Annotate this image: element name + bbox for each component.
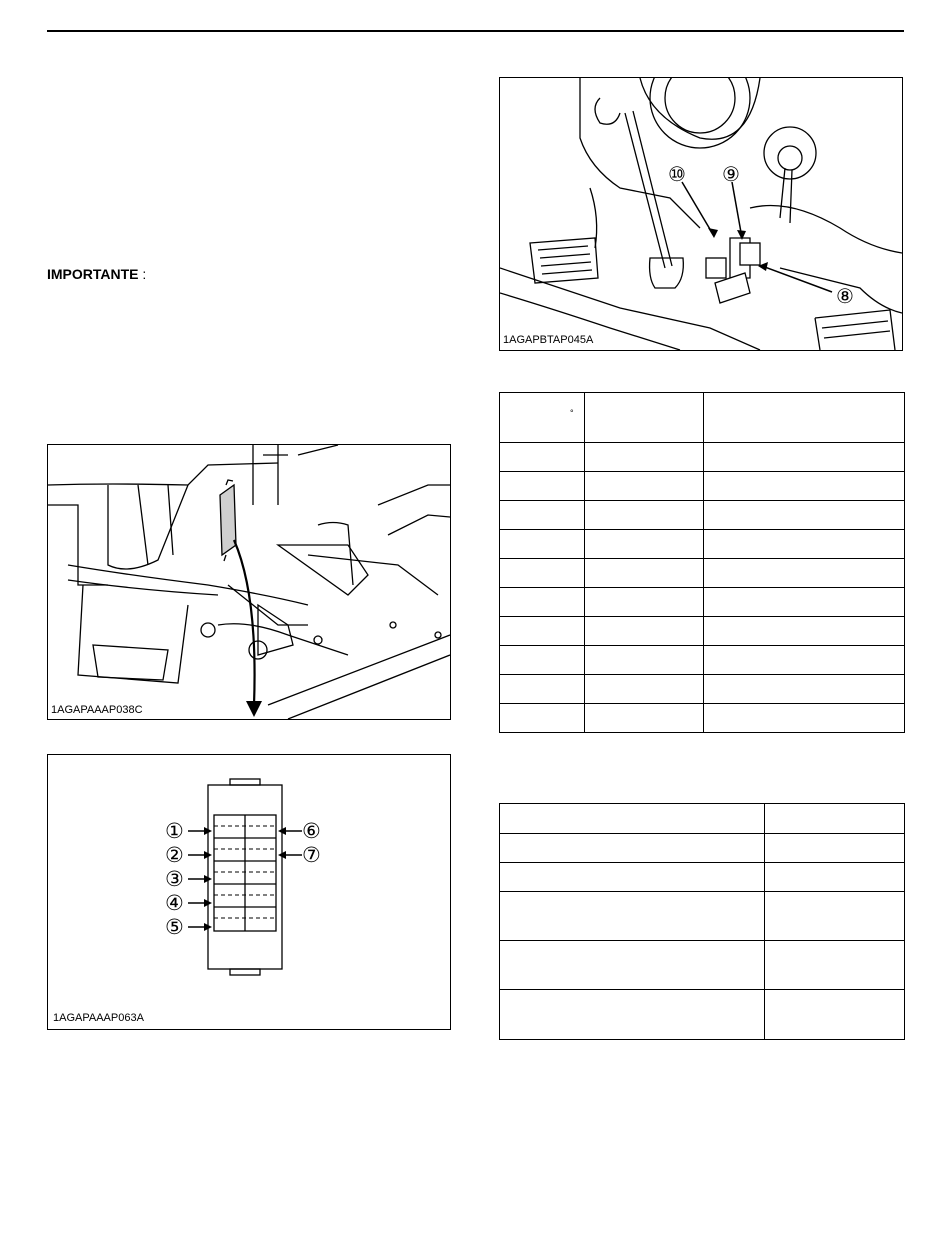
table-row bbox=[500, 704, 905, 733]
table-cell bbox=[500, 559, 585, 588]
header-cell bbox=[765, 804, 905, 834]
table-row bbox=[500, 990, 905, 1040]
table-cell bbox=[585, 472, 704, 501]
header-cell bbox=[500, 393, 585, 443]
table-cell bbox=[585, 559, 704, 588]
table-row bbox=[500, 675, 905, 704]
table-cell bbox=[765, 863, 905, 892]
table-row bbox=[500, 646, 905, 675]
table-cell bbox=[704, 588, 905, 617]
table-cell bbox=[500, 472, 585, 501]
table-row bbox=[500, 617, 905, 646]
table-row bbox=[500, 501, 905, 530]
table-row bbox=[500, 472, 905, 501]
table-cell bbox=[585, 646, 704, 675]
callout-4: ④ bbox=[165, 892, 184, 915]
table-row bbox=[500, 559, 905, 588]
table-cell bbox=[585, 501, 704, 530]
table-cell bbox=[585, 588, 704, 617]
table-row bbox=[500, 892, 905, 941]
callout-10: ⑩ bbox=[668, 164, 686, 186]
table-cell bbox=[585, 443, 704, 472]
figure-code-038C: 1AGAPAAAP038C bbox=[51, 704, 143, 716]
callout-9: ⑨ bbox=[722, 164, 740, 186]
table-cell bbox=[704, 559, 905, 588]
table-row bbox=[500, 443, 905, 472]
important-label: IMPORTANTE bbox=[47, 266, 139, 282]
table-header-row bbox=[500, 804, 905, 834]
slow-blow-table bbox=[499, 803, 905, 1040]
callout-7: ⑦ bbox=[302, 844, 321, 867]
table-row bbox=[500, 941, 905, 990]
table-cell bbox=[585, 617, 704, 646]
header-cell bbox=[704, 393, 905, 443]
table-cell bbox=[500, 675, 585, 704]
table-cell bbox=[765, 834, 905, 863]
figure-connectors bbox=[499, 77, 903, 351]
callout-5: ⑤ bbox=[165, 916, 184, 939]
fuse-table bbox=[499, 392, 905, 733]
table-cell bbox=[500, 863, 765, 892]
table-cell bbox=[500, 617, 585, 646]
table-row bbox=[500, 588, 905, 617]
callout-2: ② bbox=[165, 844, 184, 867]
important-separator: : bbox=[142, 266, 147, 282]
top-rule bbox=[47, 30, 904, 32]
table-cell bbox=[500, 530, 585, 559]
table-cell bbox=[765, 892, 905, 941]
table-cell bbox=[500, 443, 585, 472]
callout-1: ① bbox=[165, 820, 184, 843]
relay-location-illustration bbox=[48, 445, 450, 719]
table-cell bbox=[704, 472, 905, 501]
degree-symbol: ° bbox=[570, 407, 574, 418]
callout-6: ⑥ bbox=[302, 820, 321, 843]
table-cell bbox=[765, 990, 905, 1040]
table-cell bbox=[704, 617, 905, 646]
table-cell bbox=[765, 941, 905, 990]
connector-illustration bbox=[500, 78, 902, 350]
table-cell bbox=[500, 588, 585, 617]
important-notice bbox=[47, 266, 146, 282]
table-cell bbox=[704, 704, 905, 733]
table-cell bbox=[704, 443, 905, 472]
figure-relay-location bbox=[47, 444, 451, 720]
callout-8: ⑧ bbox=[836, 286, 854, 308]
table-cell bbox=[585, 530, 704, 559]
figure-code-045A: 1AGAPBTAP045A bbox=[503, 334, 594, 346]
figure-code-063A: 1AGAPAAAP063A bbox=[53, 1012, 144, 1024]
table-cell bbox=[500, 704, 585, 733]
table-row bbox=[500, 834, 905, 863]
table-cell bbox=[500, 834, 765, 863]
table-cell bbox=[500, 941, 765, 990]
table-header-row bbox=[500, 393, 905, 443]
table-cell bbox=[585, 704, 704, 733]
table-cell bbox=[585, 675, 704, 704]
callout-3: ③ bbox=[165, 868, 184, 891]
table-cell bbox=[500, 990, 765, 1040]
table-cell bbox=[704, 675, 905, 704]
header-cell bbox=[585, 393, 704, 443]
header-cell bbox=[500, 804, 765, 834]
table-cell bbox=[704, 501, 905, 530]
table-cell bbox=[500, 646, 585, 675]
table-cell bbox=[704, 646, 905, 675]
figure-fuse-block bbox=[47, 754, 451, 1030]
table-cell bbox=[500, 892, 765, 941]
table-cell bbox=[704, 530, 905, 559]
table-row bbox=[500, 863, 905, 892]
table-cell bbox=[500, 501, 585, 530]
table-row bbox=[500, 530, 905, 559]
fuse-block-illustration bbox=[48, 755, 450, 1029]
